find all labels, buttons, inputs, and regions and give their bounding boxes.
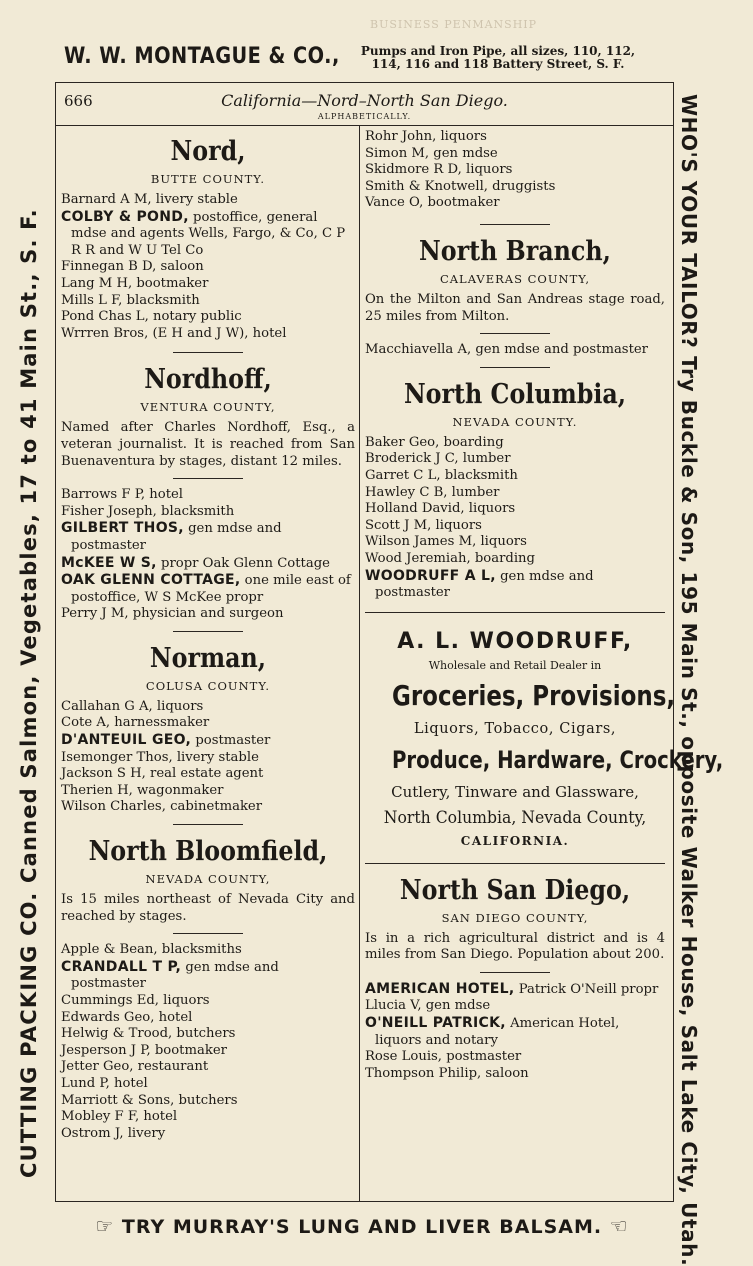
- pointing-hand-icon: ☞: [95, 1214, 115, 1238]
- page-number: 666: [64, 92, 93, 110]
- county-name: BUTTE COUNTY.: [150, 172, 266, 186]
- advert-line: Cutlery, Tinware and Glassware,: [391, 782, 639, 801]
- top-address: [333, 45, 663, 71]
- list-item: Helwig & Trood, butchers: [61, 1026, 236, 1042]
- advert-rule: [365, 612, 665, 613]
- town-description: Is in a rich agricultural district and is 4 miles from San Diego. Population about 200.: [365, 930, 665, 963]
- entry-detail: gen mdse and postmaster: [375, 568, 594, 601]
- town-name: Nordhoff,: [144, 364, 272, 396]
- county-name: NEVADA COUNTY,: [145, 872, 271, 887]
- list-item: [61, 520, 355, 554]
- advert-location: North Columbia, Nevada County,: [383, 807, 647, 828]
- list-item: Simon M, gen mdse: [365, 145, 498, 161]
- page-subtitle: ALPHABETICALLY.: [317, 112, 412, 121]
- county-name: VENTURA COUNTY,: [140, 400, 276, 415]
- list-item: Therien H, wagonmaker: [61, 782, 224, 798]
- woodruff-advert: [365, 627, 724, 851]
- entry-name: McKEE W S,: [61, 554, 157, 571]
- county-name: CALAVERAS COUNTY,: [439, 271, 591, 286]
- town-name: North San Diego,: [399, 874, 631, 906]
- entry-name: OAK GLENN COTTAGE,: [61, 572, 241, 589]
- list-item: Wrrren Bros, (E H and J W), hotel: [61, 325, 287, 341]
- list-item: Ostrom J, livery: [61, 1125, 166, 1141]
- advert-headline: Produce, Hardware, Crockery,: [392, 745, 724, 774]
- entry-detail: American Hotel, liquors and notary: [375, 1016, 620, 1048]
- list-item: [61, 732, 355, 750]
- advert-rule: [365, 863, 665, 864]
- entry-name: O'NEILL PATRICK,: [365, 1015, 506, 1032]
- divider: [480, 972, 550, 973]
- side-advert-left: CUTTING PACKING CO. Canned Salmon, Vegetables, 17 to 41 Main St., S. F.: [17, 208, 41, 1178]
- list-item: [61, 555, 355, 573]
- town-description: Named after Charles Nordhoff, Esq., a veteran journalist. It is reached from San Buenaventura by stages, distant 12 miles.: [61, 420, 355, 469]
- list-item: Barnard A M, livery stable: [61, 192, 238, 207]
- town-description: On the Milton and San Andreas stage road, 25 miles from Milton.: [365, 291, 665, 324]
- section-nord-continued: [365, 129, 665, 212]
- top-firm-name: W. W. MONTAGUE & CO.,: [64, 44, 340, 69]
- entry-detail: gen mdse and postmaster: [71, 959, 279, 992]
- section-norman: [61, 642, 355, 816]
- list-item: Apple & Bean, blacksmiths: [61, 942, 242, 958]
- town-description: Is 15 miles northeast of Nevada City and reached by stages.: [61, 892, 355, 924]
- list-item: Perry J M, physician and surgeon: [61, 606, 284, 622]
- list-item: Scott J M, liquors: [365, 517, 482, 533]
- bottom-banner-text: TRY MURRAY'S LUNG AND LIVER BALSAM.: [121, 1216, 603, 1238]
- section-nordhoff: [61, 363, 355, 623]
- column-divider: [359, 125, 360, 1201]
- list-item: Broderick J C, lumber: [365, 451, 511, 467]
- list-item: Wood Jeremiah, boarding: [365, 550, 535, 566]
- top-address-line1: Pumps and Iron Pipe, all sizes, 110, 112,: [360, 44, 636, 58]
- list-item: [61, 959, 355, 993]
- list-item: Jackson S H, real estate agent: [61, 766, 264, 782]
- list-item: Macchiavella A, gen mdse and postmaster: [365, 342, 648, 358]
- divider: [173, 631, 243, 632]
- list-item: Mills L F, blacksmith: [61, 292, 200, 308]
- divider: [173, 352, 243, 353]
- list-item: Finnegan B D, saloon: [61, 259, 204, 275]
- list-item: Jetter Geo, restaurant: [61, 1059, 209, 1075]
- side-advert-right: WHO'S YOUR TAILOR? Try Buckle & Son, 195 Main St., opposite Walker House, Salt Lake City, Utah.: [677, 94, 701, 1266]
- advert-line: Liquors, Tobacco, Cigars,: [413, 720, 617, 737]
- entry-name: CRANDALL T P,: [61, 958, 182, 975]
- divider: [173, 933, 243, 934]
- entry-detail: postoffice, general mdse and agents Wells, Fargo, & Co, C P R R and W U Tel Co: [71, 209, 346, 258]
- entry-name: GILBERT THOS,: [61, 520, 184, 537]
- section-north-branch: [365, 235, 665, 359]
- entry-detail: propr Oak Glenn Cottage: [156, 555, 330, 571]
- town-name: North Bloomfield,: [88, 836, 328, 868]
- advert-state: CALIFORNIA.: [460, 833, 570, 848]
- list-item: Barrows F P, hotel: [61, 487, 184, 503]
- list-item: Lund P, hotel: [61, 1075, 148, 1091]
- list-item: Baker Geo, boarding: [365, 434, 504, 450]
- town-name: Norman,: [149, 642, 267, 674]
- list-item: Fisher Joseph, blacksmith: [61, 503, 235, 519]
- entry-detail: gen mdse and postmaster: [71, 521, 282, 553]
- section-nord: [61, 135, 355, 342]
- list-item: Cummings Ed, liquors: [61, 993, 210, 1008]
- county-name: SAN DIEGO COUNTY,: [441, 910, 589, 925]
- list-item: [61, 572, 355, 606]
- list-item: Cote A, harnessmaker: [61, 715, 210, 731]
- entry-name: AMERICAN HOTEL,: [365, 980, 515, 997]
- entry-name: COLBY & POND,: [61, 208, 189, 225]
- list-item: [61, 209, 355, 260]
- list-item: Skidmore R D, liquors: [365, 162, 513, 178]
- divider: [480, 333, 550, 334]
- left-column: [61, 129, 355, 1142]
- list-item: Wilson Charles, cabinetmaker: [61, 799, 263, 815]
- list-item: Jesperson J P, bootmaker: [61, 1042, 227, 1058]
- pointing-hand-icon: ☜: [609, 1214, 629, 1238]
- list-item: Edwards Geo, hotel: [61, 1009, 193, 1025]
- entry-detail: postmaster: [191, 733, 271, 749]
- list-item: Smith & Knotwell, druggists: [365, 178, 556, 194]
- list-item: Hawley C B, lumber: [365, 484, 500, 500]
- section-north-bloomfield: [61, 835, 355, 1142]
- top-address-line2: 114, 116 and 118 Battery Street, S. F.: [371, 57, 625, 71]
- list-item: [365, 981, 665, 999]
- advert-name: A. L. WOODRUFF,: [397, 628, 633, 654]
- list-item: Thompson Philip, saloon: [365, 1065, 529, 1081]
- entry-detail: one mile east of postoffice, W S McKee propr: [71, 573, 351, 605]
- list-item: Holland David, liquors: [365, 501, 516, 517]
- town-name: North Branch,: [419, 235, 611, 267]
- list-item: Callahan G A, liquors: [61, 698, 204, 714]
- list-item: Rohr John, liquors: [365, 129, 487, 144]
- list-item: Llucia V, gen mdse: [365, 998, 491, 1014]
- list-item: Mobley F F, hotel: [61, 1109, 178, 1125]
- list-item: Marriott & Sons, butchers: [61, 1092, 238, 1108]
- list-item: Pond Chas L, notary public: [61, 309, 242, 325]
- entry-name: WOODRUFF A L,: [365, 567, 496, 584]
- list-item: Vance O, bootmaker: [365, 195, 500, 211]
- county-name: NEVADA COUNTY.: [452, 414, 578, 429]
- list-item: Wilson James M, liquors: [365, 534, 527, 550]
- page-header: [56, 83, 673, 126]
- list-item: Lang M H, bootmaker: [61, 275, 209, 291]
- town-name: Nord,: [170, 136, 246, 167]
- advert-headline: Groceries, Provisions,: [392, 678, 676, 712]
- divider: [173, 478, 243, 479]
- bottom-banner: [62, 1214, 662, 1238]
- page-title: California—Nord–North San Diego.: [221, 91, 508, 110]
- list-item: Isemonger Thos, livery stable: [61, 749, 259, 765]
- divider: [480, 367, 550, 368]
- entry-name: D'ANTEUIL GEO,: [61, 732, 192, 749]
- advert-line: Wholesale and Retail Dealer in: [428, 658, 602, 672]
- town-name: North Columbia,: [403, 378, 627, 410]
- county-name: COLUSA COUNTY.: [145, 678, 271, 693]
- divider: [480, 224, 550, 225]
- section-north-columbia: [365, 378, 665, 602]
- list-item: Garret C L, blacksmith: [365, 467, 518, 483]
- list-item: Rose Louis, postmaster: [365, 1049, 522, 1065]
- entry-detail: Patrick O'Neill propr: [514, 981, 659, 997]
- divider: [173, 824, 243, 825]
- list-item: [365, 568, 665, 602]
- ghost-text: BUSINESS PENMANSHIP: [370, 18, 538, 31]
- top-banner: [0, 0, 753, 85]
- list-item: [365, 1015, 665, 1049]
- section-north-san-diego: [365, 874, 665, 1083]
